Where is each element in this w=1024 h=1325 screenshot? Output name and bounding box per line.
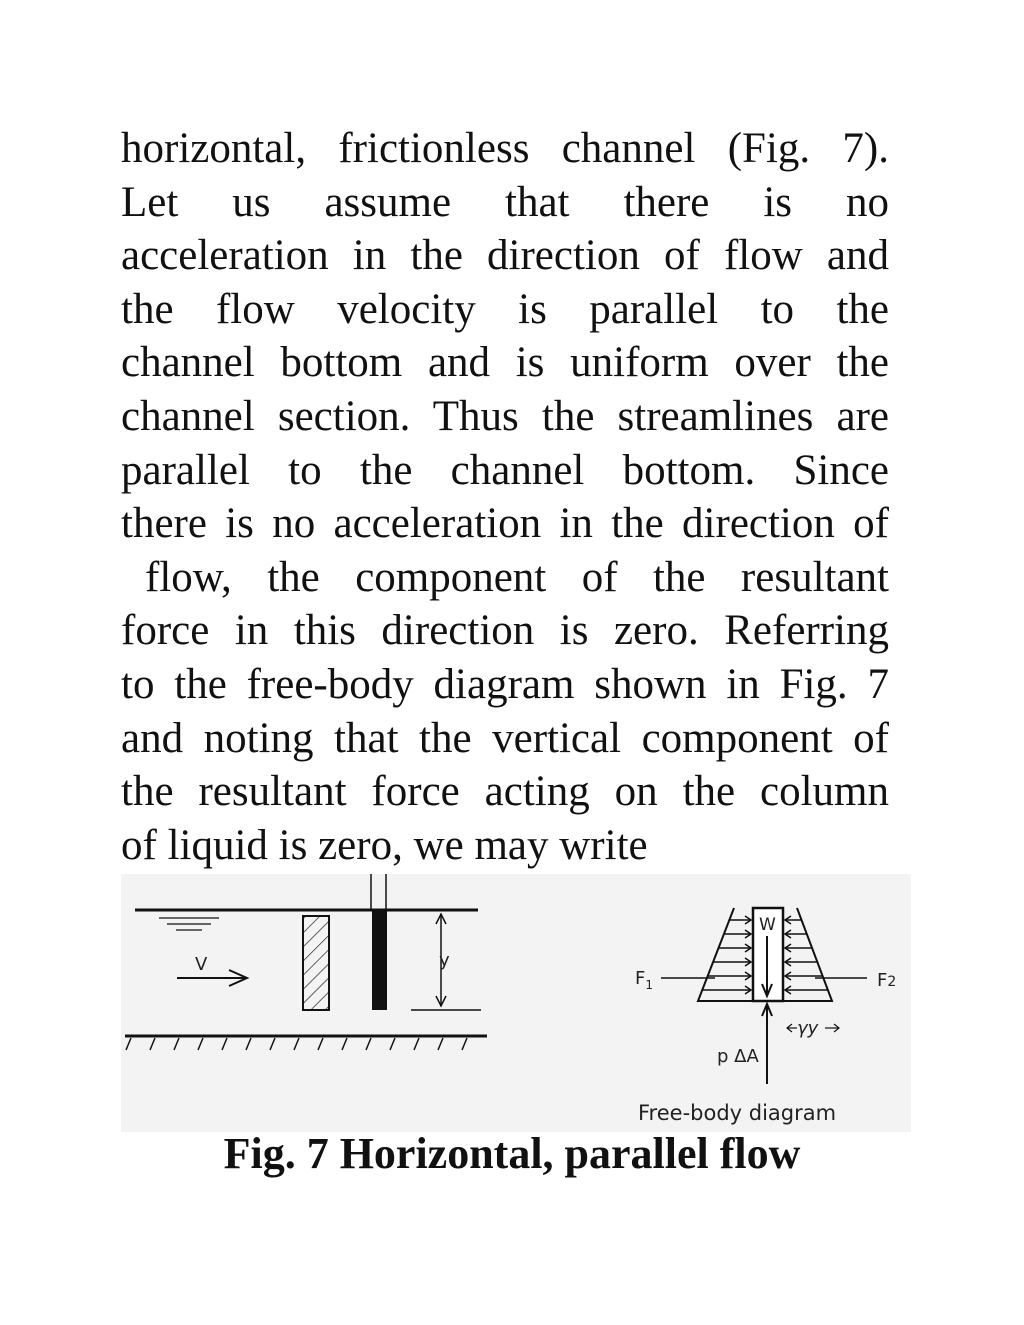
body-paragraph (121, 122, 889, 872)
weight-label: W (759, 915, 776, 935)
text-line: horizontal, frictionless channel (Fig. 7). (121, 125, 889, 172)
force-right-label: F2 (877, 970, 897, 991)
pressure-arrows-right (785, 916, 828, 994)
solid-column (372, 910, 387, 1010)
figure-caption: Fig. 7 Horizontal, parallel flow (223, 1129, 801, 1178)
gamma-y-label: γy (797, 1018, 819, 1039)
text-line: parallel to the channel bottom. Since (121, 446, 889, 494)
text-line: there is no acceleration in the direction of (121, 500, 889, 548)
channel-bed (125, 1036, 487, 1050)
text-line: and noting that the vertical component of (121, 714, 889, 762)
text-line: the flow velocity is parallel to the (121, 285, 889, 333)
hatched-column (303, 916, 329, 1010)
text-line: force in this direction is zero. Referring (121, 607, 889, 655)
figure-7 (121, 874, 911, 1132)
text-line: to the free-body diagram shown in Fig. 7 (121, 660, 889, 708)
figure-drawing (121, 874, 911, 1132)
text-line: acceleration in the direction of flow and (121, 232, 889, 280)
text-line: channel bottom and is uniform over the (121, 339, 889, 387)
velocity-arrow (177, 970, 247, 986)
text-line: flow, the component of the resultant (145, 553, 889, 601)
channel-sketch (125, 874, 487, 1050)
velocity-label: V (195, 954, 208, 975)
free-body-diagram (635, 908, 896, 1125)
force-left-label: $F_1$ (635, 968, 653, 992)
depth-label: y (439, 950, 450, 971)
text-line: channel section. Thus the streamlines are (121, 392, 889, 440)
text-line: of liquid is zero, we may write (121, 821, 648, 869)
pressure-force-arrow (762, 1004, 772, 1084)
free-body-label: Free-body diagram (638, 1101, 837, 1125)
text-line: Let us assume that there is no (121, 178, 889, 226)
text-line: the resultant force acting on the column (121, 768, 889, 816)
pressure-label: p ΔA (717, 1046, 759, 1067)
